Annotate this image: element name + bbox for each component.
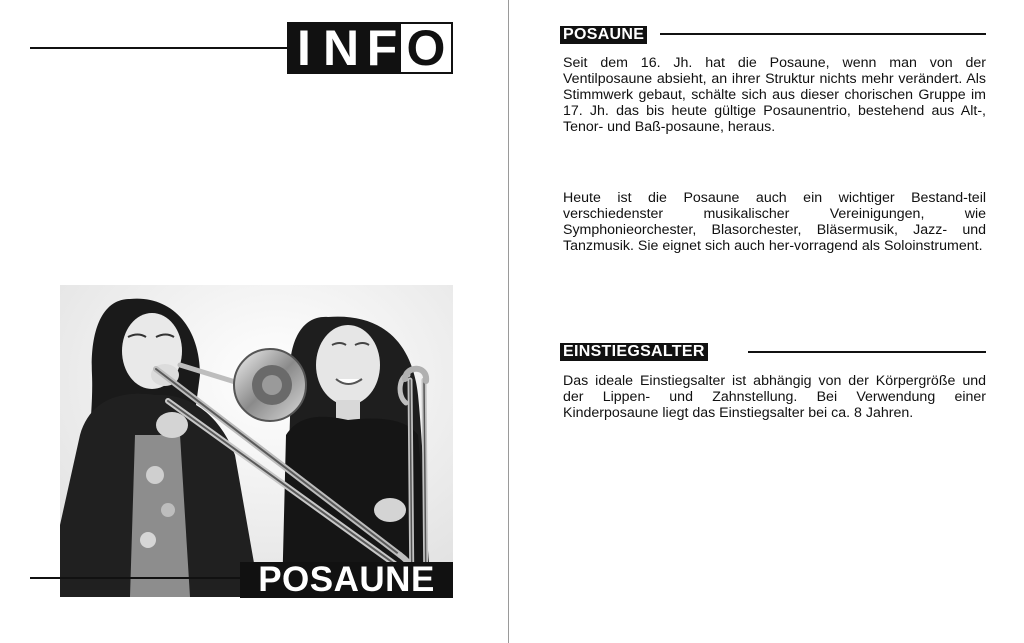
info-rule [30,47,288,49]
trombone-players-photo [60,285,453,597]
info-letter-o: O [401,24,451,72]
section-heading-posaune: POSAUNE [560,26,647,44]
posaune-rule [30,577,242,579]
einstiegsalter-paragraph: Das ideale Einstiegsalter ist abhängig von der Körpergröße und der Lippen- und Zahnstellung. Bei Verwendung einer Kinderposaune liegt das Einstiegsalter bei ca. 8 Jahren. [563,373,986,421]
info-letter-n: N [319,24,363,72]
page-divider [508,0,509,643]
info-letter-f: F [363,24,401,72]
posaune-title-banner: POSAUNE [240,562,453,598]
left-page [0,0,508,643]
section-heading-einstiegsalter: EINSTIEGSALTER [560,343,708,361]
section-rule-posaune [660,33,986,35]
info-logo [287,22,453,74]
info-letter-i: I [289,24,319,72]
posaune-paragraph-1: Seit dem 16. Jh. hat die Posaune, wenn man von der Ventilposaune absieht, an ihrer Struktur nichts mehr verändert. Als Stimmwerk gebaut, schälte sich aus dieser chorischen Gruppe im 17. Jh. das bis heute gültige Posaunentrio, bestehend aus Alt-, Tenor- und Baß-posaune, heraus. [563,55,986,135]
posaune-paragraph-2: Heute ist die Posaune auch ein wichtiger Bestand-teil verschiedenster musikalischer Vereinigungen, wie Symphonieorchester, Blasorchester, Bläsermusik, Jazz- und Tanzmusik. Sie eignet sich auch her-vorragend als Soloinstrument. [563,190,986,254]
section-rule-einstiegsalter [748,351,986,353]
